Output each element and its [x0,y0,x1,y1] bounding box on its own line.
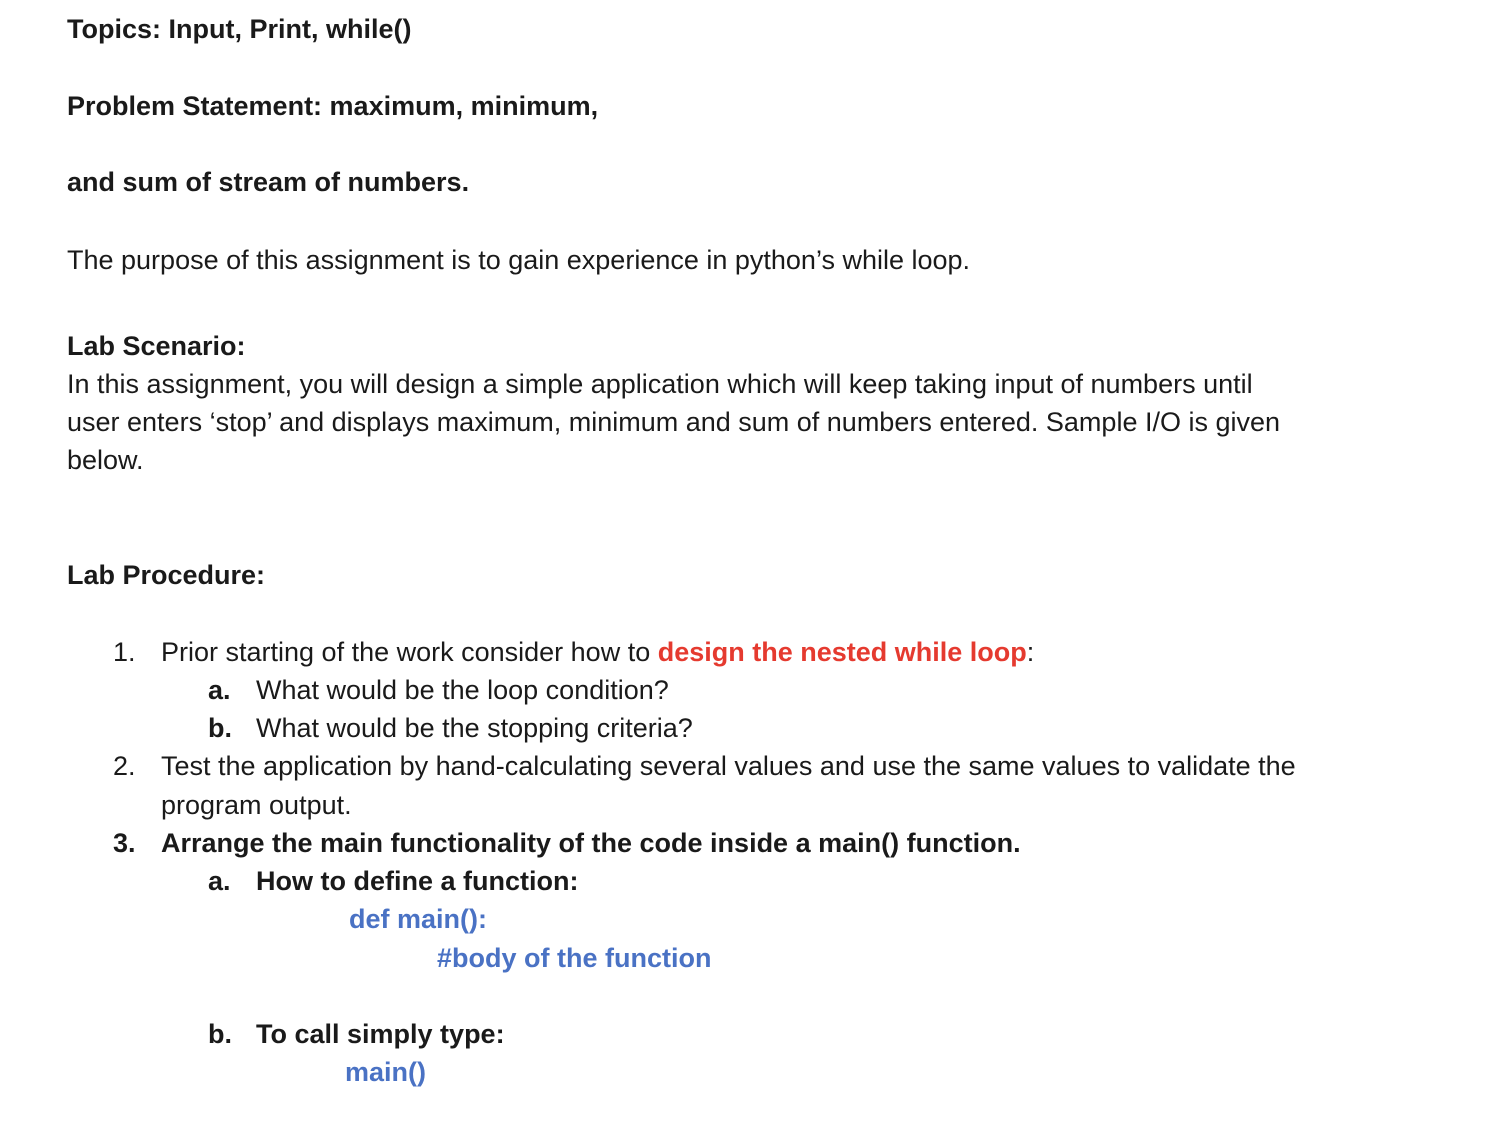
step1-text-before: Prior starting of the work consider how to [161,637,658,667]
code-body-comment: #body of the function [437,943,712,973]
lab-scenario-line: In this assignment, you will design a simple application which will keep taking input of numbers until [67,369,1253,399]
lab-scenario-line: below. [67,445,144,475]
lab-procedure-heading: Lab Procedure: [67,560,266,590]
step3-text: Arrange the main functionality of the code inside a main() function. [161,828,1021,858]
step1-highlight: design the nested while loop [657,637,1027,667]
purpose-text: The purpose of this assignment is to gain experience in python’s while loop. [67,245,971,275]
lab-scenario-heading: Lab Scenario: [67,331,246,361]
step1-text [161,633,1034,671]
step3b-text: To call simply type: [256,1019,505,1049]
code-call-main: main() [345,1057,426,1087]
step3b-letter: b. [208,1019,232,1049]
lab-scenario-line: user enters ‘stop’ and displays maximum, minimum and sum of numbers entered. Sample I/O is given [67,407,1281,437]
topics-heading: Topics: Input, Print, while() [67,14,412,44]
step2-line2: program output. [161,790,352,820]
step3a-text: How to define a function: [256,866,579,896]
code-def-main: def main(): [349,904,487,934]
problem-statement-line1: Problem Statement: maximum, minimum, [67,91,599,121]
step3a-letter: a. [208,866,231,896]
step1b-text: What would be the stopping criteria? [256,713,693,743]
step2-line1: Test the application by hand-calculating several values and use the same values to validate the [161,751,1296,781]
step1-number: 1. [113,637,136,667]
step1a-text: What would be the loop condition? [256,675,669,705]
step1-text-after: : [1026,637,1035,667]
step1b-letter: b. [208,713,232,743]
step2-number: 2. [113,751,136,781]
step3-number: 3. [113,828,136,858]
problem-statement-line2: and sum of stream of numbers. [67,167,470,197]
step1a-letter: a. [208,675,231,705]
